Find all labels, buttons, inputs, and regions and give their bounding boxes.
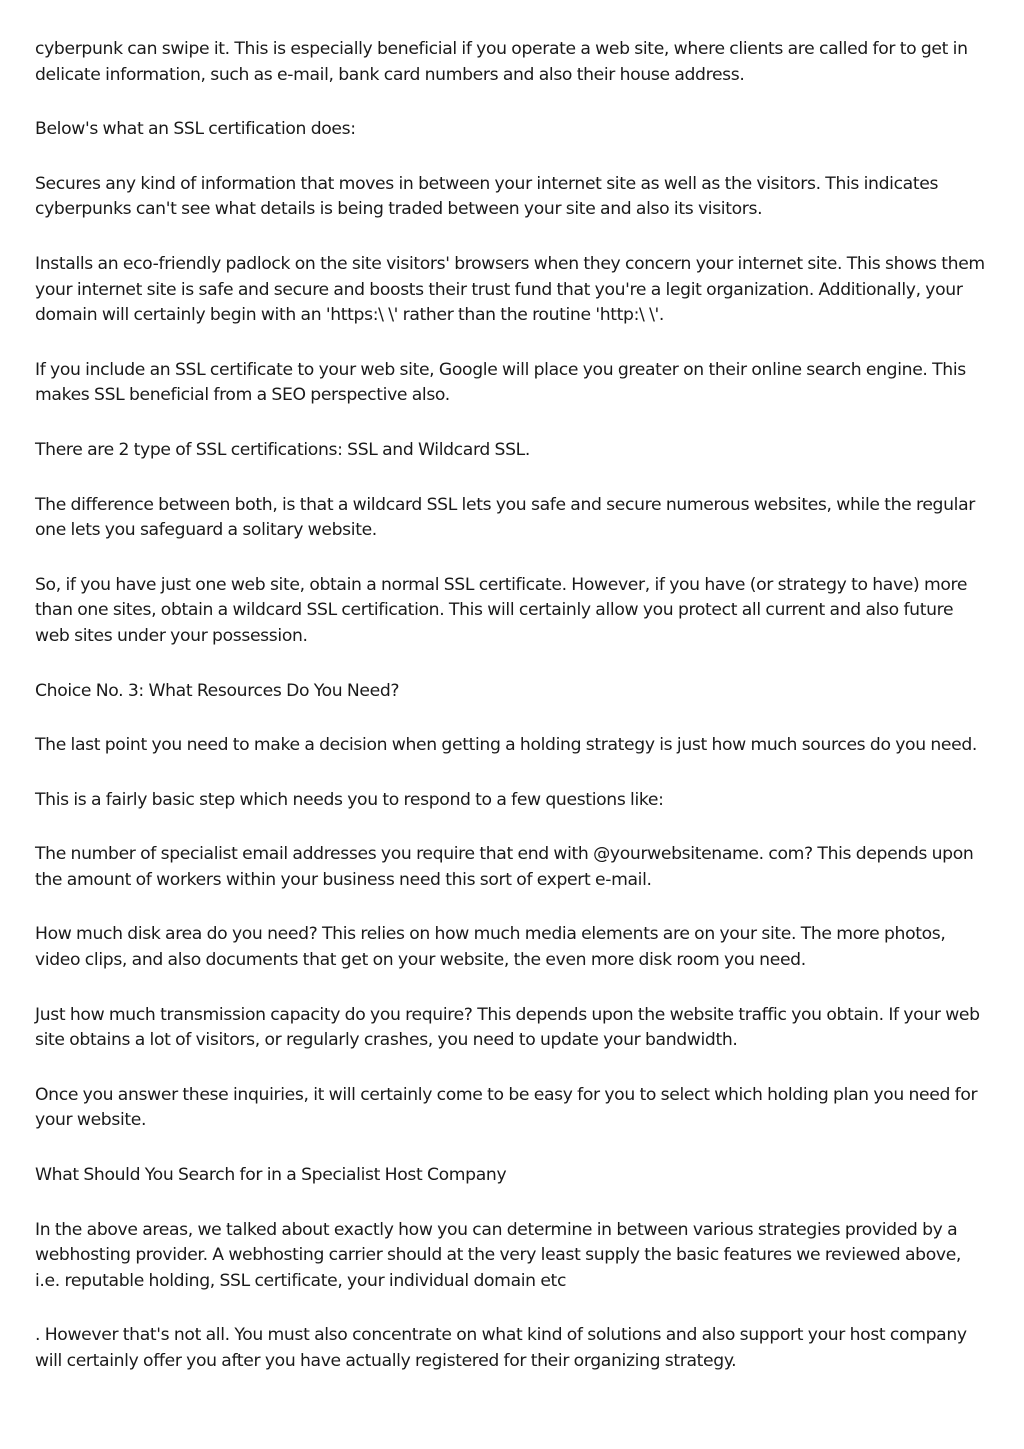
paragraph-basic-step: This is a fairly basic step which needs you to respond to a few questions like: (35, 789, 664, 810)
paragraph-not-all: . However that's not all. You must also concentrate on what kind of solutions and also support your host company will certainly offer you after you have actually registered for their organizing strategy. (35, 1325, 967, 1371)
paragraph-secures: Secures any kind of information that moves in between your internet site as well as the visitors. This indicates cyberpunks can't see what details is being traded between your site and also its visitors. (35, 173, 939, 220)
paragraph-intro-continuation: cyberpunk can swipe it. This is especially beneficial if you operate a web site, where clients are called for to get in delicate information, such as e-mail, bank card numbers and also their house address. (35, 39, 968, 85)
paragraph-ssl-types: There are 2 type of SSL certifications: SSL and Wildcard SSL. (35, 439, 531, 460)
paragraph-email-addresses: The number of specialist email addresses you require that end with @yourwebsitename. com? This depends upon the amount of workers within your business need this sort of expert e-mail. (35, 844, 974, 890)
paragraph-ssl-does: Below's what an SSL certification does: (35, 119, 356, 140)
section-heading-resources: Choice No. 3: What Resources Do You Need? (35, 680, 400, 701)
paragraph-difference: The difference between both, is that a wildcard SSL lets you safe and secure numerous websites, while the regular one lets you safeguard a solitary website. (35, 494, 975, 541)
document-body (35, 37, 990, 1404)
paragraph-which-ssl: So, if you have just one web site, obtain a normal SSL certificate. However, if you have (or strategy to have) more than one sites, obtain a wildcard SSL certification. This will certainly allow you protect all current and also future web sites under your possession. (35, 574, 968, 646)
paragraph-answer-inquiries: Once you answer these inquiries, it will certainly come to be easy for you to select which holding plan you need for your website. (35, 1084, 978, 1131)
paragraph-google: If you include an SSL certificate to your web site, Google will place you greater on their online search engine. This makes SSL beneficial from a SEO perspective also. (35, 359, 966, 406)
paragraph-padlock: Installs an eco-friendly padlock on the site visitors' browsers when they concern your internet site. This shows them your internet site is safe and secure and boosts their trust fund that you're a legit organization. Additionally, your domain will certainly begin with an 'https:\ \' rather than the routine 'http:\ \'. (35, 253, 985, 326)
paragraph-disk-area: How much disk area do you need? This relies on how much media elements are on your site. The more photos, video clips, and also documents that get on your website, the even more disk room you need. (35, 924, 946, 971)
paragraph-above-areas: In the above areas, we talked about exactly how you can determine in between various strategies provided by a webhosting provider. A webhosting carrier should at the very least supply the basic features we reviewed above, i.e. reputable holding, SSL certificate, your individual domain etc (35, 1219, 962, 1291)
paragraph-bandwidth: Just how much transmission capacity do you require? This depends upon the website traffic you obtain. If your web site obtains a lot of visitors, or regularly crashes, you need to update your bandwidth. (35, 1004, 980, 1051)
paragraph-last-point: The last point you need to make a decision when getting a holding strategy is just how much sources do you need. (35, 735, 978, 756)
section-heading-host-company: What Should You Search for in a Specialist Host Company (35, 1165, 507, 1186)
